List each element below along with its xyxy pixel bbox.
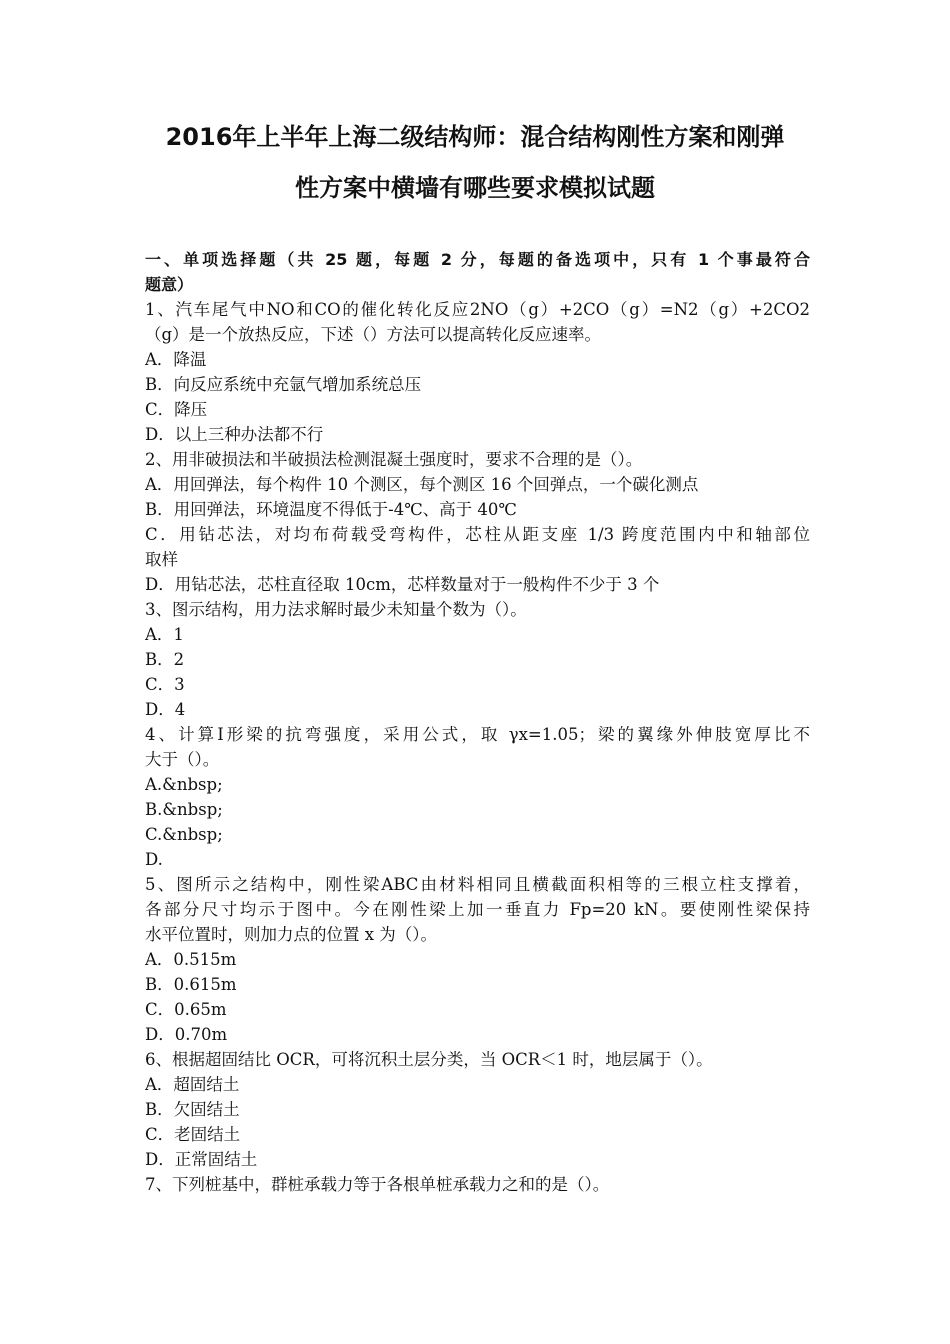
text-line: 水平位置时，则加力点的位置 x 为（）。	[145, 925, 438, 944]
section-heading-line: 一、单项选择题（共 25 题，每题 2 分，每题的备选项中，只有 1 个事最符合	[145, 250, 810, 269]
text-line: 3、图示结构，用力法求解时最少未知量个数为（）。	[145, 600, 527, 619]
text-line: D.	[145, 850, 163, 869]
text-line: 6、根据超固结比 OCR，可将沉积土层分类，当 OCR＜1 时，地层属于（）。	[145, 1050, 713, 1069]
text-line: （g）是一个放热反应，下述（）方法可以提高转化反应速率。	[145, 325, 602, 344]
text-line: C．用钻芯法，对均布荷载受弯构件，芯柱从距支座 1/3 跨度范围内中和轴部位	[145, 525, 810, 544]
document-title-line-2: 性方案中横墙有哪些要求模拟试题	[295, 174, 655, 202]
text-line: B.&nbsp;	[145, 800, 223, 819]
text-line: C．3	[145, 675, 185, 694]
text-line: A．用回弹法，每个构件 10 个测区，每个测区 16 个回弹点，一个碳化测点	[145, 475, 699, 494]
text-line: 5、图所示之结构中，刚性梁ABC由材料相同且横截面积相等的三根立柱支撑着，	[145, 875, 810, 894]
text-line: C．0.65m	[145, 1000, 227, 1019]
text-line: B．0.615m	[145, 975, 237, 994]
text-line: A．降温	[145, 350, 207, 369]
section-heading-line: 题意）	[145, 275, 194, 294]
text-line: B．用回弹法，环境温度不得低于-4℃、高于 40℃	[145, 500, 517, 519]
document-body	[145, 247, 810, 1197]
text-line: C．老固结土	[145, 1125, 241, 1144]
text-line: 4、计算Ⅰ形梁的抗弯强度，采用公式，取 γx=1.05；梁的翼缘外伸肢宽厚比不	[145, 725, 810, 744]
text-line: B．欠固结土	[145, 1100, 240, 1119]
text-line: B．2	[145, 650, 185, 669]
text-line: 1、汽车尾气中NO和CO的催化转化反应2NO（g）+2CO（g）=N2（g）+2CO2	[145, 300, 810, 319]
text-line: 各部分尺寸均示于图中。今在刚性梁上加一垂直力 Fp=20 kN。要使刚性梁保持	[145, 900, 810, 919]
text-line: A．1	[145, 625, 184, 644]
text-line: B．向反应系统中充氩气增加系统总压	[145, 375, 422, 394]
text-line: A．超固结土	[145, 1075, 240, 1094]
text-line: 7、下列桩基中，群桩承载力等于各根单桩承载力之和的是（）。	[145, 1175, 610, 1194]
text-line: C.&nbsp;	[145, 825, 223, 844]
text-line: 2、用非破损法和半破损法检测混凝土强度时，要求不合理的是（）。	[145, 450, 643, 469]
text-line: C．降压	[145, 400, 208, 419]
text-line: A．0.515m	[145, 950, 237, 969]
text-line: A.&nbsp;	[145, 775, 223, 794]
text-line: D．以上三种办法都不行	[145, 425, 324, 444]
text-line: 取样	[145, 550, 178, 569]
text-line: D．0.70m	[145, 1025, 228, 1044]
text-line: D．4	[145, 700, 186, 719]
document-title-line-1: 2016年上半年上海二级结构师：混合结构刚性方案和刚弹	[165, 123, 785, 151]
text-line: D．用钻芯法，芯柱直径取 10cm，芯样数量对于一般构件不少于 3 个	[145, 575, 660, 594]
text-line: D．正常固结土	[145, 1150, 258, 1169]
text-line: 大于（）。	[145, 750, 220, 769]
